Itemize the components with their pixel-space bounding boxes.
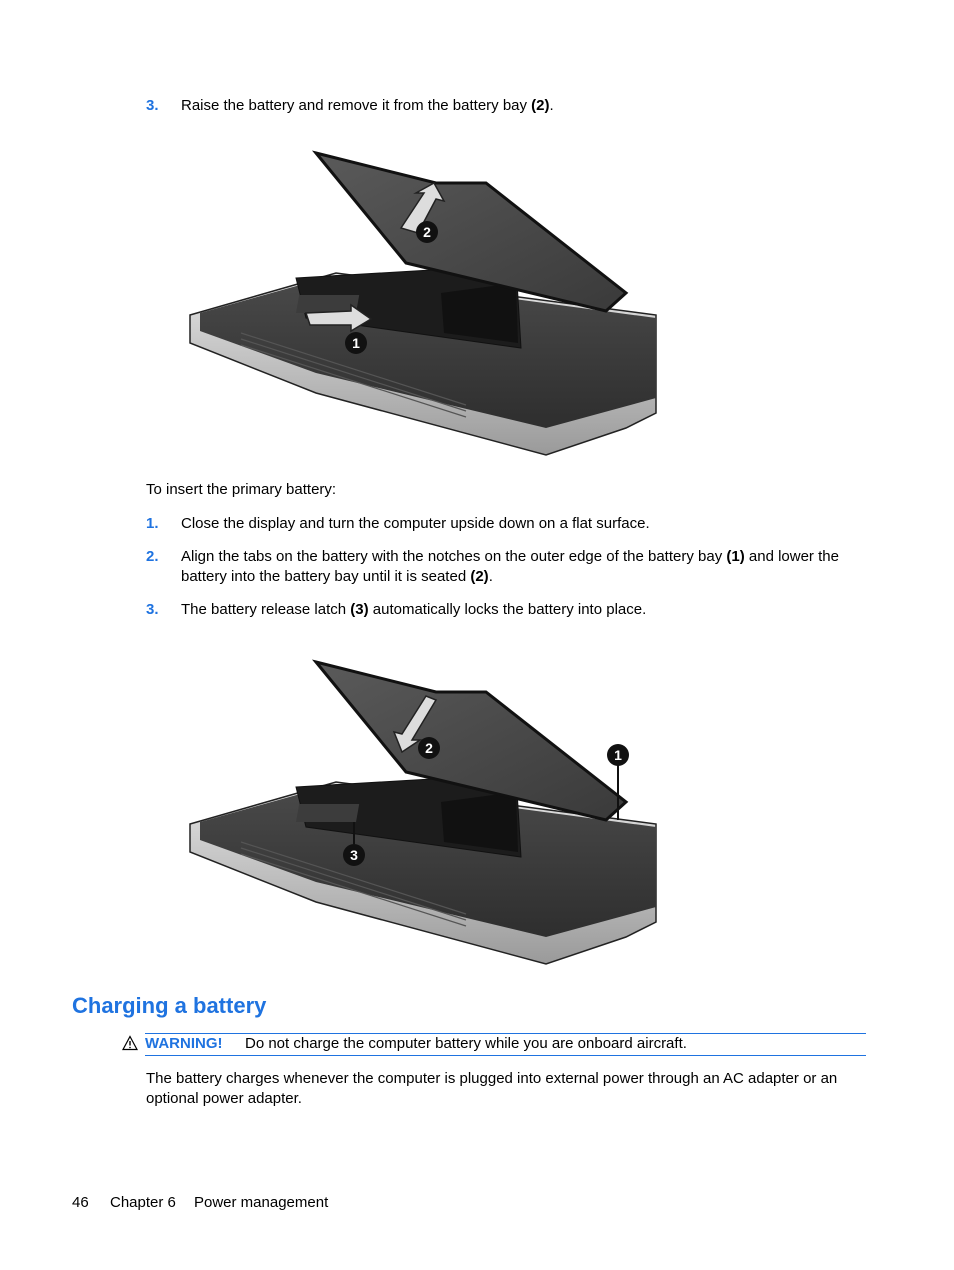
callout-2 — [418, 737, 440, 759]
charging-body: The battery charges whenever the computer is plugged into external power through an AC adapter or an optional power adapter. — [146, 1070, 838, 1107]
battery-removal-illustration — [186, 143, 658, 459]
step-number: 3. — [146, 97, 159, 114]
footer-chapter-title: Power management — [194, 1194, 329, 1211]
callout-2 — [416, 221, 438, 243]
step-number: 3. — [146, 601, 159, 618]
step-number: 1. — [146, 515, 159, 532]
footer-chapter: Chapter 6 — [110, 1194, 176, 1211]
svg-text:1: 1 — [614, 747, 622, 763]
warning-label: WARNING! — [145, 1035, 223, 1052]
step-number: 2. — [146, 548, 159, 565]
section-heading: Charging a battery — [72, 993, 267, 1018]
callout-1 — [345, 332, 367, 354]
svg-text:2: 2 — [425, 740, 433, 756]
warning-triangle-icon — [122, 1035, 138, 1051]
battery-insertion-illustration — [186, 652, 658, 968]
step-text: Close the display and turn the computer upside down on a flat surface. — [181, 515, 650, 532]
svg-text:2: 2 — [423, 224, 431, 240]
svg-text:1: 1 — [352, 335, 360, 351]
callout-3 — [343, 844, 365, 866]
warning-text: Do not charge the computer battery while you are onboard aircraft. — [245, 1035, 687, 1052]
svg-text:3: 3 — [350, 847, 358, 863]
step-text: The battery release latch (3) automatically locks the battery into place. — [181, 601, 647, 618]
step-text: Raise the battery and remove it from the battery bay (2). — [181, 97, 554, 114]
step-text: Align the tabs on the battery with the notches on the outer edge of the battery bay (1) and lower the battery into the battery bay until it is seated (2). — [181, 548, 839, 585]
warning-box — [145, 1033, 866, 1056]
page-number: 46 — [72, 1194, 89, 1211]
callout-1 — [607, 744, 629, 766]
insert-intro: To insert the primary battery: — [146, 481, 337, 498]
